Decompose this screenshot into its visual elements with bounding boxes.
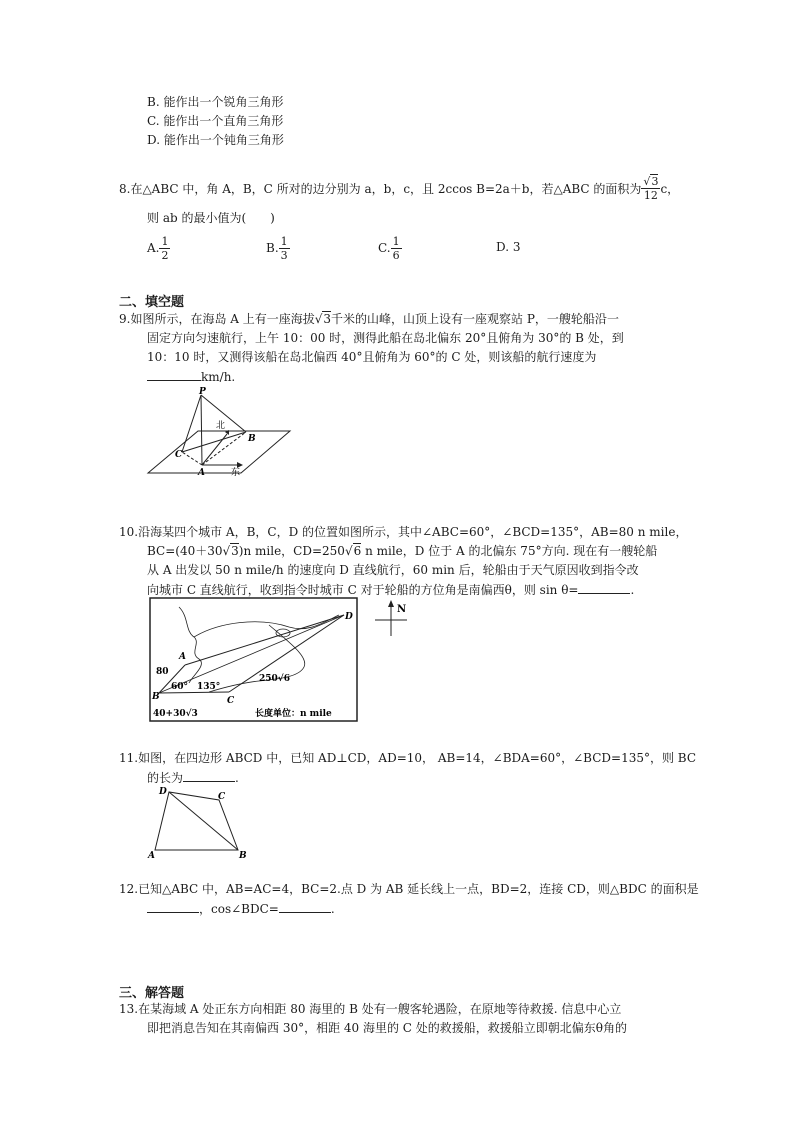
q9-line-1b: 千米的山峰，山顶上设有一座观察站 P，一艘轮船沿一 xyxy=(331,312,619,326)
q10-sqrt-1: 3 xyxy=(231,544,239,558)
q12-line-2a: ，cos∠BDC= xyxy=(199,902,279,916)
q8-stem-text: 8.在△ABC 中，角 A，B，C 所对的边分别为 a，b，c，且 2ccos B=2a＋b，若△ABC 的面积为 xyxy=(119,181,642,196)
q10-line-2b: )n mile，CD=250 xyxy=(238,544,345,558)
q9-sqrt: 3 xyxy=(323,312,332,326)
q9-label-a: A xyxy=(198,468,205,478)
q9-unit: km/h. xyxy=(201,370,236,384)
q13-line-2: 即把消息告知在其南偏西 30°，相距 40 海里的 C 处的救援船，救援船立即朝北偏东θ角的 xyxy=(147,1021,628,1035)
q9-label-p: P xyxy=(199,387,206,397)
q8-option-a-label: A. xyxy=(147,241,160,255)
q12-cos-blank[interactable] xyxy=(279,900,331,913)
q10-line-2: BC=(40＋30√3)n mile，CD=250√6 n mile，D 位于 A 的北偏东 75°方向. 现在有一艘轮船 xyxy=(147,544,658,558)
q11-label-d: D xyxy=(159,787,167,797)
q8-option-a xyxy=(147,231,170,265)
q10-line-1: 10.沿海某四个城市 A，B，C，D 的位置如图所示，其中∠ABC=60°，∠BCD=135°，AB=80 n mile， xyxy=(119,525,688,539)
section-fill-in-title: 二、填空题 xyxy=(119,295,185,310)
q9-line-2: 固定方向匀速航行，上午 10：00 时，测得此船在岛北偏东 20°且俯角为 30°的 B 处，到 xyxy=(147,331,624,345)
q10-answer-blank[interactable] xyxy=(578,581,630,594)
q12-line-2b: . xyxy=(330,902,335,916)
q9-answer-blank[interactable] xyxy=(147,368,201,381)
q13-line-1: 13.在某海域 A 处正东方向相距 80 海里的 B 处有一艘客轮遇险，在原地等待救援. 信息中心立 xyxy=(119,1002,622,1016)
q10-label-cd-a: 250 xyxy=(259,674,278,684)
q10-label-bc-a: 40+30 xyxy=(153,709,186,719)
q8-option-c-num: 1 xyxy=(392,234,400,248)
section-answer-title: 三、解答题 xyxy=(119,986,185,1001)
q8-question: 则 ab 的最小值为( ) xyxy=(147,211,275,225)
q10-line-3: 从 A 出发以 50 n mile/h 的速度向 D 直线航行，60 min 后，轮船由于天气原因收到指令改 xyxy=(147,563,639,577)
q7-option-c: C. 能作出一个直角三角形 xyxy=(147,114,284,128)
q8-option-c-label: C. xyxy=(378,241,391,255)
q10-label-bc-sqrt: 3 xyxy=(191,709,198,719)
q9-line-3: 10：10 时，又测得该船在岛北偏西 40°且俯角为 60°的 C 处，则该船的航行速度为 xyxy=(147,350,597,364)
q8-option-b xyxy=(266,231,290,265)
q9-label-east: 东 xyxy=(231,468,241,478)
q9-line-pc xyxy=(182,395,201,452)
q8-option-c xyxy=(378,231,402,265)
q8-frac-den: 12 xyxy=(643,188,658,202)
q9-label-c: C xyxy=(175,450,183,460)
q9-line-cb xyxy=(182,432,246,452)
q7-option-b: B. 能作出一个锐角三角形 xyxy=(147,95,284,109)
q10-label-d: D xyxy=(345,612,353,622)
q11-line-1: 11.如图，在四边形 ABCD 中，已知 AD⊥CD，AD=10， AB=14，∠BDA=60°，∠BCD=135°，则 BC xyxy=(119,751,697,765)
q10-coast-1 xyxy=(179,607,201,683)
q12-line-1: 12.已知△ABC 中，AB=AC=4，BC=2.点 D 为 AB 延长线上一点，BD=2，连接 CD，则△BDC 的面积是 xyxy=(119,882,699,896)
q10-north-icon xyxy=(373,598,413,638)
q9-line-pa xyxy=(201,395,202,465)
q9-line-1a: 9.如图所示，在海岛 A 上有一座海拔 xyxy=(119,312,315,326)
q9-label-b: B xyxy=(248,434,256,444)
q10-label-unit: 长度单位：n mile xyxy=(255,709,332,719)
q12-line-2 xyxy=(147,900,335,918)
q10-label-north: N xyxy=(397,604,407,615)
q11-label-b: B xyxy=(239,851,247,861)
q8-stem xyxy=(119,170,679,206)
q11-answer-blank[interactable] xyxy=(183,769,235,782)
q10-label-cd-sqrt: 6 xyxy=(283,674,290,684)
q11-quadrilateral xyxy=(155,792,238,850)
q8-option-c-den: 6 xyxy=(392,248,400,262)
q8-area-fraction: $\frac{√3}{12}$ xyxy=(643,174,659,202)
q10-line-2c: n mile，D 位于 A 的北偏东 75°方向. 现在有一艘轮船 xyxy=(361,544,658,558)
q10-label-a: A xyxy=(179,652,186,662)
q10-line-bc xyxy=(159,692,229,693)
q8-stem-end: c， xyxy=(660,181,680,196)
q8-frac-num: 3 xyxy=(651,174,659,188)
q8-option-d: D. 3 xyxy=(496,240,521,254)
q11-figure xyxy=(144,784,254,862)
q10-label-c: C xyxy=(227,696,235,706)
q12-area-blank[interactable] xyxy=(147,900,199,913)
q10-label-b: B xyxy=(152,692,160,702)
q7-option-d: D. 能作出一个钝角三角形 xyxy=(147,133,284,147)
q11-label-a: A xyxy=(148,851,155,861)
q10-label-angle-b: 60° xyxy=(171,682,189,692)
q11-line-2b: . xyxy=(235,771,239,785)
q9-line-4 xyxy=(147,368,235,386)
q10-north-arrowhead xyxy=(388,600,394,607)
q10-line-4a: 向城市 C 直线航行，收到指令时城市 C 对于轮船的方位角是南偏西θ，则 sin θ= xyxy=(147,583,579,597)
q8-option-b-den: 3 xyxy=(280,248,288,262)
q8-option-b-num: 1 xyxy=(280,234,288,248)
q8-option-a-den: 2 xyxy=(161,248,169,262)
q10-line-4b: . xyxy=(630,583,635,597)
q8-option-b-label: B. xyxy=(266,241,279,255)
q9-line-ac xyxy=(182,452,202,465)
q9-label-north: 北 xyxy=(216,421,226,431)
q11-label-c: C xyxy=(218,792,226,802)
q10-figure xyxy=(149,597,359,723)
q11-diagonal-db xyxy=(169,792,238,850)
q10-label-cd: 250√6 xyxy=(259,674,290,684)
q8-option-a-num: 1 xyxy=(161,234,169,248)
q9-line-1: 9.如图所示，在海岛 A 上有一座海拔√3千米的山峰，山顶上设有一座观察站 P，一艘轮船沿一 xyxy=(119,312,619,326)
q11-line-2a: 的长为 xyxy=(147,771,184,785)
q10-line-2a: BC=(40＋30 xyxy=(147,544,223,558)
q10-label-angle-c: 135° xyxy=(197,682,221,692)
q10-label-bc: 40+30√3 xyxy=(153,709,198,719)
q10-sqrt-2: 6 xyxy=(353,544,362,558)
q9-figure xyxy=(145,385,295,480)
q10-coast-3 xyxy=(209,625,305,692)
q10-label-ab: 80 xyxy=(156,667,169,677)
